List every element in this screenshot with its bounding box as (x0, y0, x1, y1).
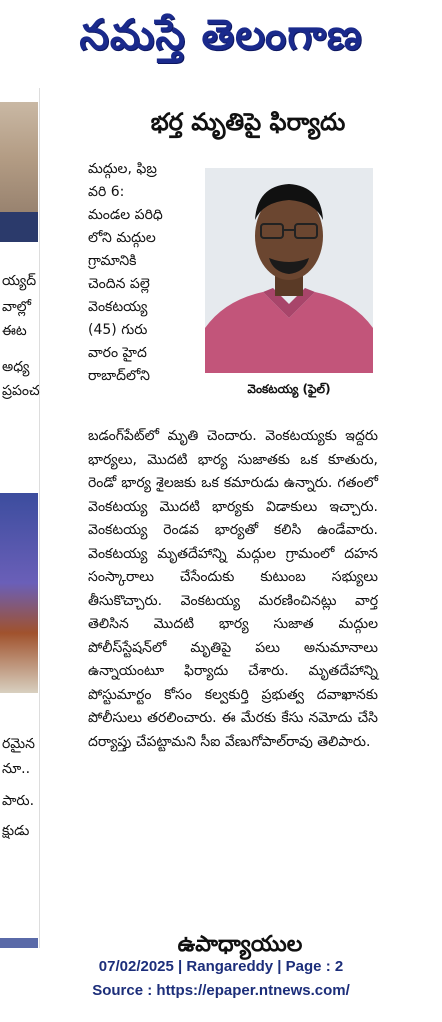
article-line: వారం హైద (88, 345, 147, 361)
left-fragment: అధ్య (2, 359, 30, 375)
article-line: మద్గుల, ఫిబ్ర (88, 161, 157, 177)
footer-separator: | (178, 958, 183, 975)
article-line: గ్రామానికి (88, 253, 137, 269)
article-line: లోని మద్గుల (88, 230, 156, 246)
footer-source: Source : https://epaper.ntnews.com/ (92, 982, 350, 999)
footer-meta (0, 955, 442, 979)
left-fragment: పారు. (2, 793, 35, 809)
left-photo-bottom (0, 938, 38, 948)
footer-district: Rangareddy (186, 958, 274, 975)
article-dateline (88, 158, 200, 388)
footer-separator: | (277, 958, 282, 975)
article-line: చెందిన పల్లె (88, 276, 150, 292)
photo-caption: వెంకటయ్య (ఫైల్) (247, 382, 331, 396)
left-photo-middle (0, 493, 38, 693)
footer-page: Page : 2 (285, 958, 344, 975)
article-line: రాబాద్‌లోని (88, 368, 150, 384)
left-fragment: నూ.. (2, 761, 31, 777)
left-fragment: రమైన (2, 736, 35, 752)
footer-date: 07/02/2025 (98, 958, 174, 975)
left-fragment: ప్రపంచ (2, 383, 40, 399)
article-headline: భర్త మృతిపై ఫిర్యాదు (150, 108, 346, 136)
next-article-headline: ఉపాధ్యాయుల (177, 932, 303, 957)
masthead-title: నమస్తే తెలంగాణ (79, 10, 363, 59)
page-footer (0, 955, 442, 1015)
article-line: వెంకటయ్య (88, 299, 148, 315)
left-fragment: య్యద్ (2, 273, 37, 289)
article-line: వరి 6: (88, 184, 125, 200)
left-column-strip (0, 88, 40, 948)
left-fragment: వాల్లో (2, 299, 32, 315)
article-body: బడంగ్‌పేట్‌లో మృతి చెందారు. వెంకటయ్యకు ఇద్దరు భార్యలు, మొదటి భార్య సుజాతకు ఒక కూతురు, రెండో భార్య శైలజకు ఒక కమారుడు ఉన్నారు. గతంలో వెంకటయ్య మొదటి భార్యకు విడాకులు ఇచ్చారు. వెంకటయ్య రెండవ భార్యతో కలిసి ఉండేవారు. వెంకటయ్య మృతదేహాన్ని మద్గుల గ్రామంలో దహన సంస్కారాలు చేసేందుకు కుటుంబ సభ్యులు తీసుకొచ్చారు. వెంకటయ్య మరణించినట్లు వార్త తెలిసిన మొదటి భార్య సుజాత మద్గుల పోలీస్‌స్టేషన్‌లో మృతిపై పలు అనుమానాలు ఉన్నాయంటూ ఫిర్యాదు చేశారు. మృతదేహాన్ని పోస్టుమార్టం కోసం కల్వకుర్తి ప్రభుత్వ దవాఖానకు పోలీసులు తరలించారు. ఈ మేరకు కేసు నమోదు చేసి దర్యాప్తు చేపట్టామని సీఐ వేణుగోపాల్‌రావు తెలిపారు. (88, 428, 378, 750)
left-photo-top (0, 102, 38, 242)
left-fragment: ఈట (2, 323, 27, 339)
left-fragment: క్షుడు (2, 823, 30, 839)
article-line: (45) గురు (88, 322, 148, 338)
portrait-photo (205, 168, 373, 373)
article-line: మండల పరిధి (88, 207, 163, 223)
